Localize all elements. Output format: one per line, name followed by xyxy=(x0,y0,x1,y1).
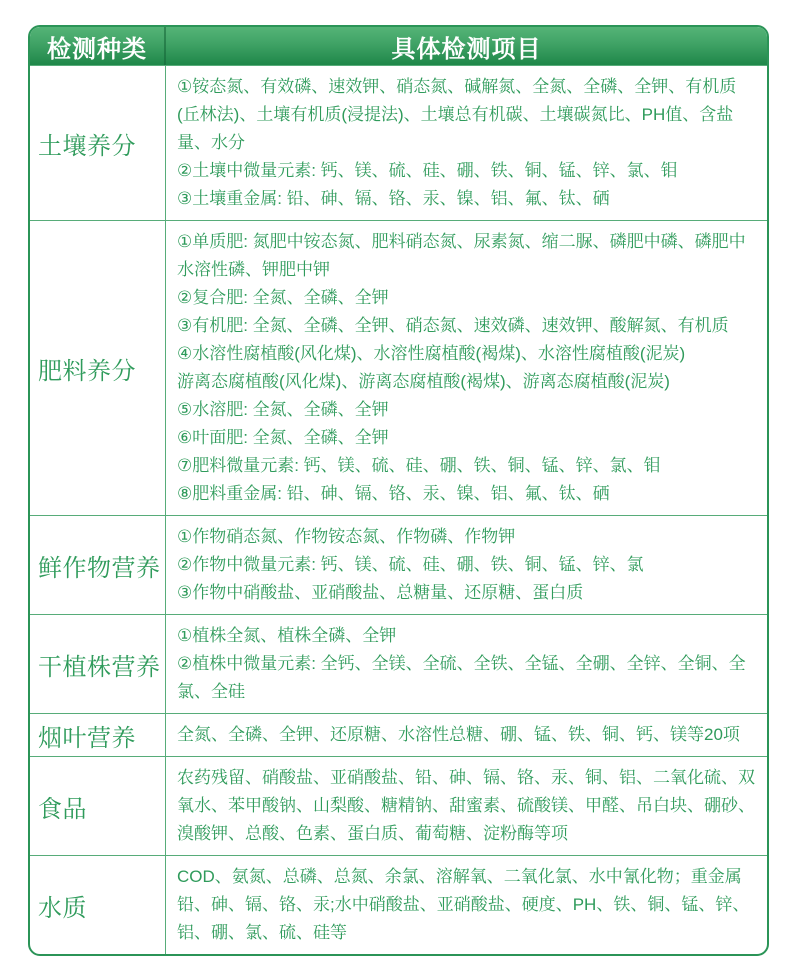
table-row-tobacco xyxy=(30,713,767,756)
table-row-dry-plant xyxy=(30,614,767,713)
item-line: COD、氨氮、总磷、总氮、余氯、溶解氧、二氧化氯、水中氰化物；重金属铅、砷、镉、铬、汞;水中硝酸盐、亚硝酸盐、硬度、PH、铁、铜、锰、锌、铝、硼、氯、硫、硅等 xyxy=(177,867,750,942)
category-label: 鲜作物营养 xyxy=(30,516,166,614)
table-row-water xyxy=(30,855,767,954)
category-label: 烟叶营养 xyxy=(30,714,166,756)
items-cell xyxy=(166,856,767,954)
category-label: 水质 xyxy=(30,856,166,954)
items-cell xyxy=(166,757,767,855)
item-line: ⑦肥料微量元素: 钙、镁、硫、硅、硼、铁、铜、锰、锌、氯、钼 xyxy=(177,456,661,475)
table-row-fresh-crop xyxy=(30,515,767,614)
items-cell xyxy=(166,516,767,614)
item-line: 游离态腐植酸(风化煤)、游离态腐植酸(褐煤)、游离态腐植酸(泥炭) xyxy=(177,372,670,391)
table-row-fertilizer xyxy=(30,220,767,515)
detection-items-table xyxy=(28,25,769,956)
item-line: ①铵态氮、有效磷、速效钾、硝态氮、碱解氮、全氮、全磷、全钾、有机质(丘林法)、土壤有机质(浸提法)、土壤总有机碳、土壤碳氮比、PH值、含盐量、水分 xyxy=(177,77,737,152)
header-cell-category: 检测种类 xyxy=(30,27,166,65)
item-line: ⑥叶面肥: 全氮、全磷、全钾 xyxy=(177,428,389,447)
item-line: ⑤水溶肥: 全氮、全磷、全钾 xyxy=(177,400,389,419)
items-cell xyxy=(166,221,767,515)
items-cell xyxy=(166,615,767,713)
item-line: ①植株全氮、植株全磷、全钾 xyxy=(177,626,397,645)
item-line: ③土壤重金属: 铅、砷、镉、铬、汞、镍、铝、氟、钛、硒 xyxy=(177,189,610,208)
table-header-row xyxy=(30,27,767,65)
item-line: ②土壤中微量元素: 钙、镁、硫、硅、硼、铁、铜、锰、锌、氯、钼 xyxy=(177,161,678,180)
table-row-food xyxy=(30,756,767,855)
items-cell xyxy=(166,66,767,220)
table-row-soil xyxy=(30,65,767,220)
item-line: ②作物中微量元素: 钙、镁、硫、硅、硼、铁、铜、锰、锌、氯 xyxy=(177,555,644,574)
header-cell-items: 具体检测项目 xyxy=(391,35,542,63)
item-line: 全氮、全磷、全钾、还原糖、水溶性总糖、硼、锰、铁、铜、钙、镁等20项 xyxy=(177,725,740,744)
category-label: 食品 xyxy=(30,757,166,855)
item-line: ①作物硝态氮、作物铵态氮、作物磷、作物钾 xyxy=(177,527,516,546)
item-line: ②复合肥: 全氮、全磷、全钾 xyxy=(177,288,389,307)
item-line: ③作物中硝酸盐、亚硝酸盐、总糖量、还原糖、蛋白质 xyxy=(177,583,584,602)
item-line: ④水溶性腐植酸(风化煤)、水溶性腐植酸(褐煤)、水溶性腐植酸(泥炭) xyxy=(177,344,686,363)
category-label: 肥料养分 xyxy=(30,221,166,515)
category-label: 干植株营养 xyxy=(30,615,166,713)
item-line: ⑧肥料重金属: 铅、砷、镉、铬、汞、镍、铝、氟、钛、硒 xyxy=(177,484,610,503)
item-line: ③有机肥: 全氮、全磷、全钾、硝态氮、速效磷、速效钾、酸解氮、有机质 xyxy=(177,316,729,335)
item-line: 农药残留、硝酸盐、亚硝酸盐、铅、砷、镉、铬、汞、铜、铝、二氧化硫、双氧水、苯甲酸钠、山梨酸、糖精钠、甜蜜素、硫酸镁、甲醛、吊白块、硼砂、溴酸钾、总酸、色素、蛋白质、葡萄糖、淀粉酶等项 xyxy=(177,768,755,843)
category-label: 土壤养分 xyxy=(30,66,166,220)
item-line: ②植株中微量元素: 全钙、全镁、全硫、全铁、全锰、全硼、全锌、全铜、全氯、全硅 xyxy=(177,654,746,701)
item-line: ①单质肥: 氮肥中铵态氮、肥料硝态氮、尿素氮、缩二脲、磷肥中磷、磷肥中水溶性磷、钾肥中钾 xyxy=(177,232,746,279)
items-cell xyxy=(166,714,767,756)
